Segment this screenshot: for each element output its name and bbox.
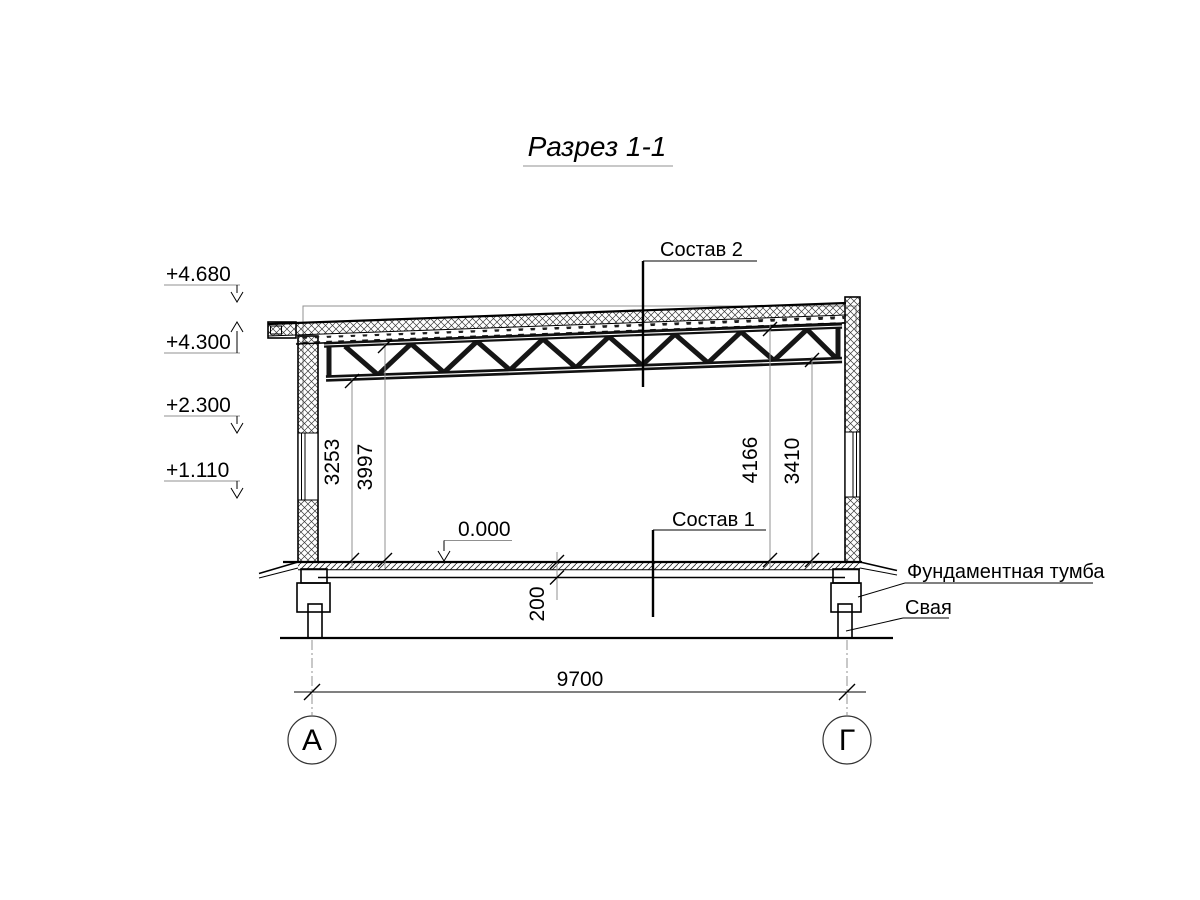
elevation-arrow-down-icon: [438, 541, 450, 562]
left-wall: [298, 336, 318, 562]
left-wall-upper-hatch: [298, 336, 318, 433]
dimension-value: 9700: [556, 668, 604, 691]
elevation-arrow-up-icon: [231, 322, 243, 353]
right-wall-upper-hatch: [845, 297, 860, 432]
apron-right: [860, 562, 897, 575]
dimension-span: [294, 640, 866, 715]
callout-pile: [846, 597, 952, 631]
zero-level-mark: [438, 518, 512, 561]
dimension-value: 3997: [354, 443, 377, 491]
callout-label: Состав 1: [672, 509, 755, 531]
elevation-value: +2.300: [166, 394, 231, 417]
dimension-right-to-bottom-chord: [781, 353, 819, 568]
drawing-title: Разрез 1-1: [527, 131, 667, 162]
callout-label: Свая: [905, 597, 952, 619]
elevation-mark-window-sill: [164, 459, 243, 498]
dimension-value: 200: [526, 586, 549, 622]
leader-line: [858, 583, 905, 597]
elevation-arrow-down-icon: [231, 416, 243, 433]
axis-label: Г: [838, 724, 856, 757]
dimension-value: 3253: [321, 438, 344, 486]
apron-left: [259, 562, 298, 578]
elevation-arrow-down-icon: [231, 285, 243, 302]
callout-label: Фундаментная тумба: [907, 561, 1105, 583]
left-wall-lower-hatch: [298, 500, 318, 562]
callout-foundation-pedestal: [858, 561, 1105, 597]
elevation-arrow-down-icon: [231, 481, 243, 498]
pile-right: [838, 604, 852, 638]
callout-label: Состав 2: [660, 239, 743, 261]
elevation-mark-roof-top: [164, 263, 243, 302]
foundation-pedestal-left: [297, 569, 330, 638]
zero-level-value: 0.000: [458, 518, 511, 541]
leader-line: [846, 618, 903, 631]
axis-bubble-a: [288, 716, 336, 764]
elevation-value: +1.110: [166, 459, 230, 482]
axis-label: А: [301, 724, 323, 757]
right-wall-lower-hatch: [845, 497, 860, 562]
foundation-pedestal-right: [831, 569, 861, 638]
axis-bubble-g: [823, 716, 871, 764]
right-window: [845, 432, 860, 497]
elevation-mark-window-head: [164, 394, 243, 433]
floor-slab: [259, 562, 897, 578]
dimension-value: 3410: [781, 437, 804, 485]
right-wall: [845, 297, 860, 562]
elevation-value: +4.680: [166, 263, 231, 286]
left-window: [298, 433, 318, 500]
dimension-value: 4166: [739, 436, 762, 484]
pile-left: [308, 604, 322, 638]
elevation-value: +4.300: [166, 331, 231, 354]
elevation-mark-roof-low: [164, 322, 243, 354]
